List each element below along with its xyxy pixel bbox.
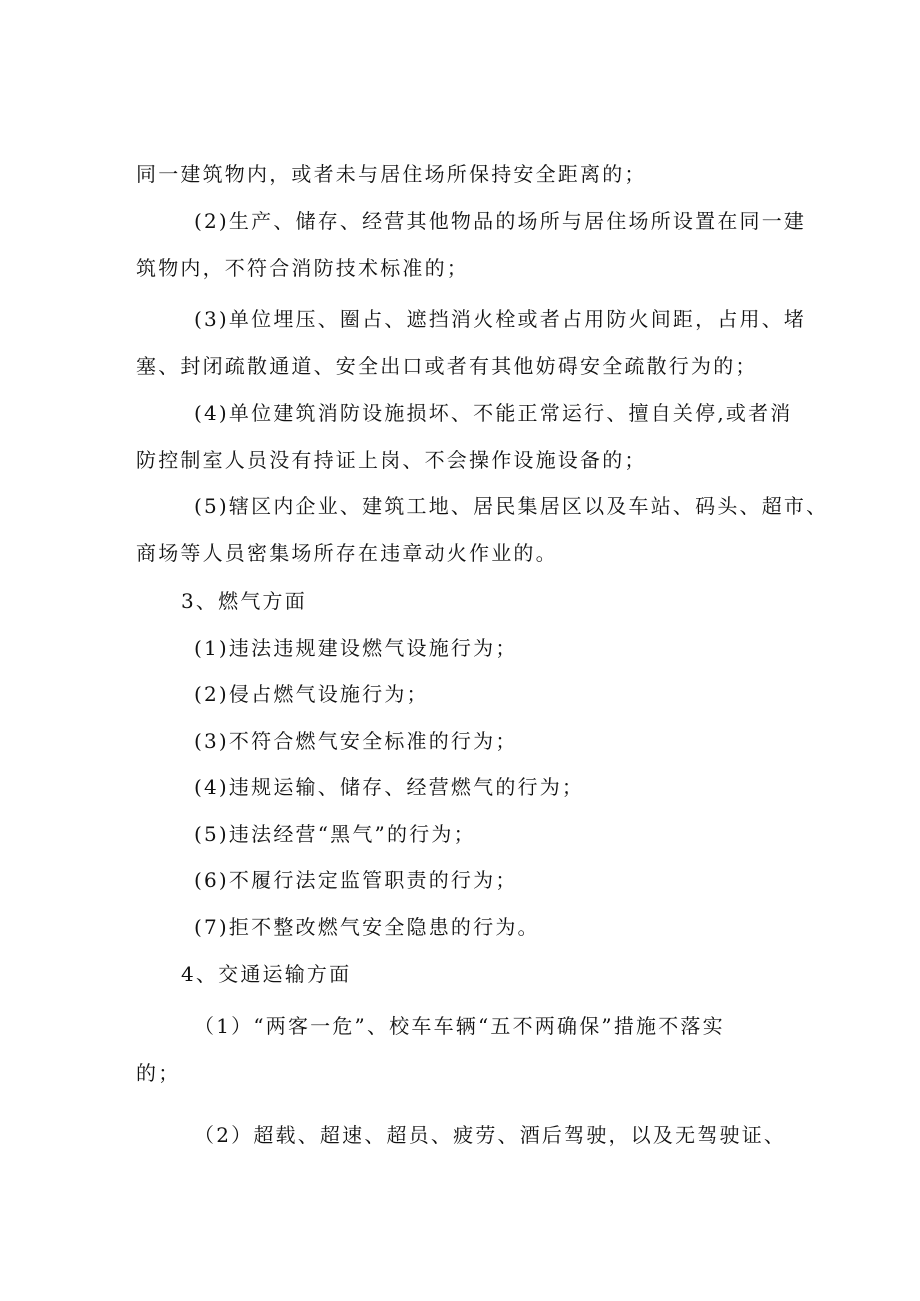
text-line: 防控制室人员没有持证上岗、不会操作设施设备的； — [136, 448, 647, 472]
text-line: (4)单位建筑消防设施损坏、不能正常运行、擅自关停,或者消 — [194, 401, 793, 425]
text-line: (6)不履行法定监管职责的行为； — [194, 868, 518, 892]
text-line: 筑物内，不符合消防技术标准的； — [136, 256, 469, 280]
text-line: (1)违法违规建设燃气设施行为； — [194, 636, 518, 660]
section-heading: 4、交通运输方面 — [181, 962, 352, 986]
text-line: (4)违规运输、储存、经营燃气的行为； — [194, 775, 585, 799]
text-line: (2)侵占燃气设施行为； — [194, 682, 429, 706]
text-line: (5)辖区内企业、建筑工地、居民集居区以及车站、码头、超市、 — [194, 494, 829, 518]
text-line: (5)违法经营“黑气”的行为； — [194, 822, 476, 846]
text-line: （2）超载、超速、超员、疲劳、酒后驾驶，以及无驾驶证、 — [194, 1123, 787, 1147]
text-line: 塞、封闭疏散通道、安全出口或者有其他妨碍安全疏散行为的； — [136, 354, 758, 378]
text-line: 同一建筑物内，或者未与居住场所保持安全距离的； — [136, 162, 647, 186]
text-line: (2)生产、储存、经营其他物品的场所与居住场所设置在同一建 — [194, 209, 807, 233]
text-line: （1）“两客一危”、校车车辆“五不两确保”措施不落实 — [194, 1014, 725, 1038]
section-heading: 3、燃气方面 — [181, 589, 307, 613]
text-line: 商场等人员密集场所存在违章动火作业的。 — [136, 541, 558, 565]
text-line: 的； — [136, 1061, 181, 1085]
text-line: (7)拒不整改燃气安全隐患的行为。 — [194, 915, 540, 939]
text-line: (3)单位埋压、圈占、遮挡消火栓或者占用防火间距，占用、堵 — [194, 307, 807, 331]
text-line: (3)不符合燃气安全标准的行为； — [194, 729, 518, 753]
